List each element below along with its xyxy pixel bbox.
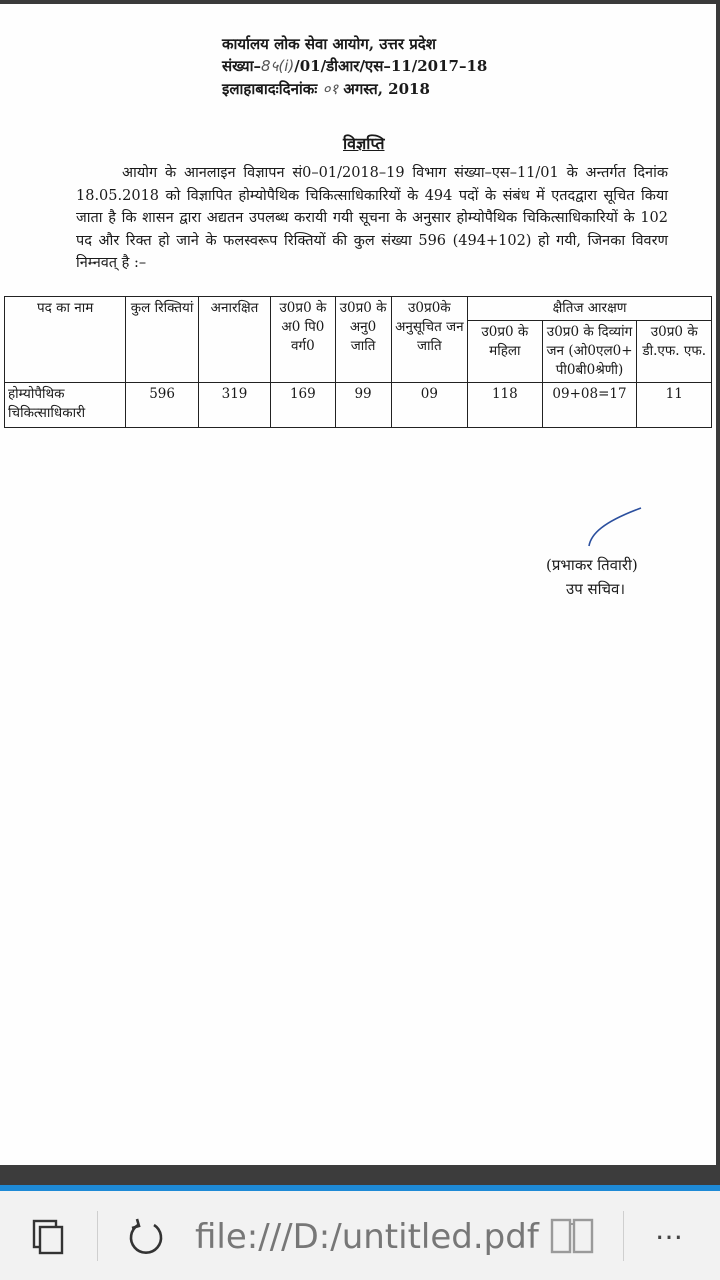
reading-view-icon bbox=[549, 1216, 595, 1258]
table-row bbox=[5, 383, 712, 428]
th-dff: उ0प्र0 के डी.एफ. एफ. bbox=[637, 321, 712, 383]
th-sc: उ0प्र0 के अनु0 जाति bbox=[335, 297, 391, 383]
th-disabled: उ0प्र0 के दिव्यांग जन (ओ0एल0+ पी0बी0श्रेणी) bbox=[542, 321, 637, 383]
cell-total: 596 bbox=[126, 383, 198, 428]
signature-stroke bbox=[585, 504, 645, 549]
th-obc: उ0प्र0 के अ0 पि0 वर्ग0 bbox=[271, 297, 335, 383]
handwritten-number: 8५(i) bbox=[261, 57, 295, 75]
notice-title: विज्ञप्ति bbox=[343, 134, 385, 153]
signatory-name: (प्रभाकर तिवारी) bbox=[546, 556, 638, 574]
cell-obc: 169 bbox=[271, 383, 335, 428]
date-line: इलाहाबादःदिनांकः ०१ अगस्त, 2018 bbox=[222, 80, 430, 98]
th-horizontal: क्षैतिज आरक्षण bbox=[468, 297, 712, 321]
cell-dff: 11 bbox=[637, 383, 712, 428]
th-st: उ0प्र0के अनुसूचित जन जाति bbox=[391, 297, 468, 383]
right-edge bbox=[716, 0, 720, 1165]
cell-disabled: 09+08=17 bbox=[542, 383, 637, 428]
handwritten-date: ०१ bbox=[322, 80, 339, 98]
tab-switch-button[interactable] bbox=[26, 1215, 70, 1259]
cell-unreserved: 319 bbox=[198, 383, 270, 428]
th-post: पद का नाम bbox=[5, 297, 126, 383]
th-total: कुल रिक्तियां bbox=[126, 297, 198, 383]
vacancy-table bbox=[4, 296, 712, 428]
reading-view-button[interactable] bbox=[548, 1215, 596, 1259]
toolbar-separator bbox=[97, 1211, 98, 1261]
cell-women: 118 bbox=[468, 383, 542, 428]
pdf-page[interactable] bbox=[0, 4, 716, 1165]
address-bar[interactable]: file:///D:/untitled.pdf bbox=[195, 1217, 539, 1257]
cell-st: 09 bbox=[391, 383, 468, 428]
more-button[interactable] bbox=[655, 1213, 686, 1246]
tab-switch-icon bbox=[28, 1217, 68, 1257]
cell-sc: 99 bbox=[335, 383, 391, 428]
viewer-bottom-strip bbox=[0, 1165, 720, 1185]
signatory-designation: उप सचिव। bbox=[566, 580, 626, 598]
th-women: उ0प्र0 के महिला bbox=[468, 321, 542, 383]
office-line: कार्यालय लोक सेवा आयोग, उत्तर प्रदेश bbox=[222, 35, 436, 53]
refresh-icon bbox=[124, 1215, 168, 1259]
toolbar-separator bbox=[623, 1211, 624, 1261]
more-icon: … bbox=[655, 1213, 686, 1246]
th-unreserved: अनारक्षित bbox=[198, 297, 270, 383]
refresh-button[interactable] bbox=[122, 1215, 170, 1259]
notice-paragraph: आयोग के आनलाइन विज्ञापन सं0–01/2018–19 विभाग संख्या–एस–11/01 के अन्तर्गत दिनांक 18.05.2018 को विज्ञापित होम्योपैथिक चिकित्साधिकारियों के 494 पदों के संबंध में एतदद्वारा सूचित किया जाता है कि शासन द्वारा अद्यतन उपलब्ध करायी गयी सूचना के अनुसार होम्योपैथिक चिकित्साधिकारियों के 102 पद और रिक्त हो जाने के फलस्वरूप रिक्तियों की कुल संख्या 596 (494+102) हो गयी, जिनका विवरण निम्नवत् है :– bbox=[76, 165, 668, 271]
cell-post: होम्योपैथिक चिकित्साधिकारी bbox=[5, 383, 126, 428]
browser-toolbar bbox=[0, 1191, 720, 1280]
number-line: संख्या–8५(i)/01/डीआर/एस–11/2017–18 bbox=[222, 57, 488, 75]
